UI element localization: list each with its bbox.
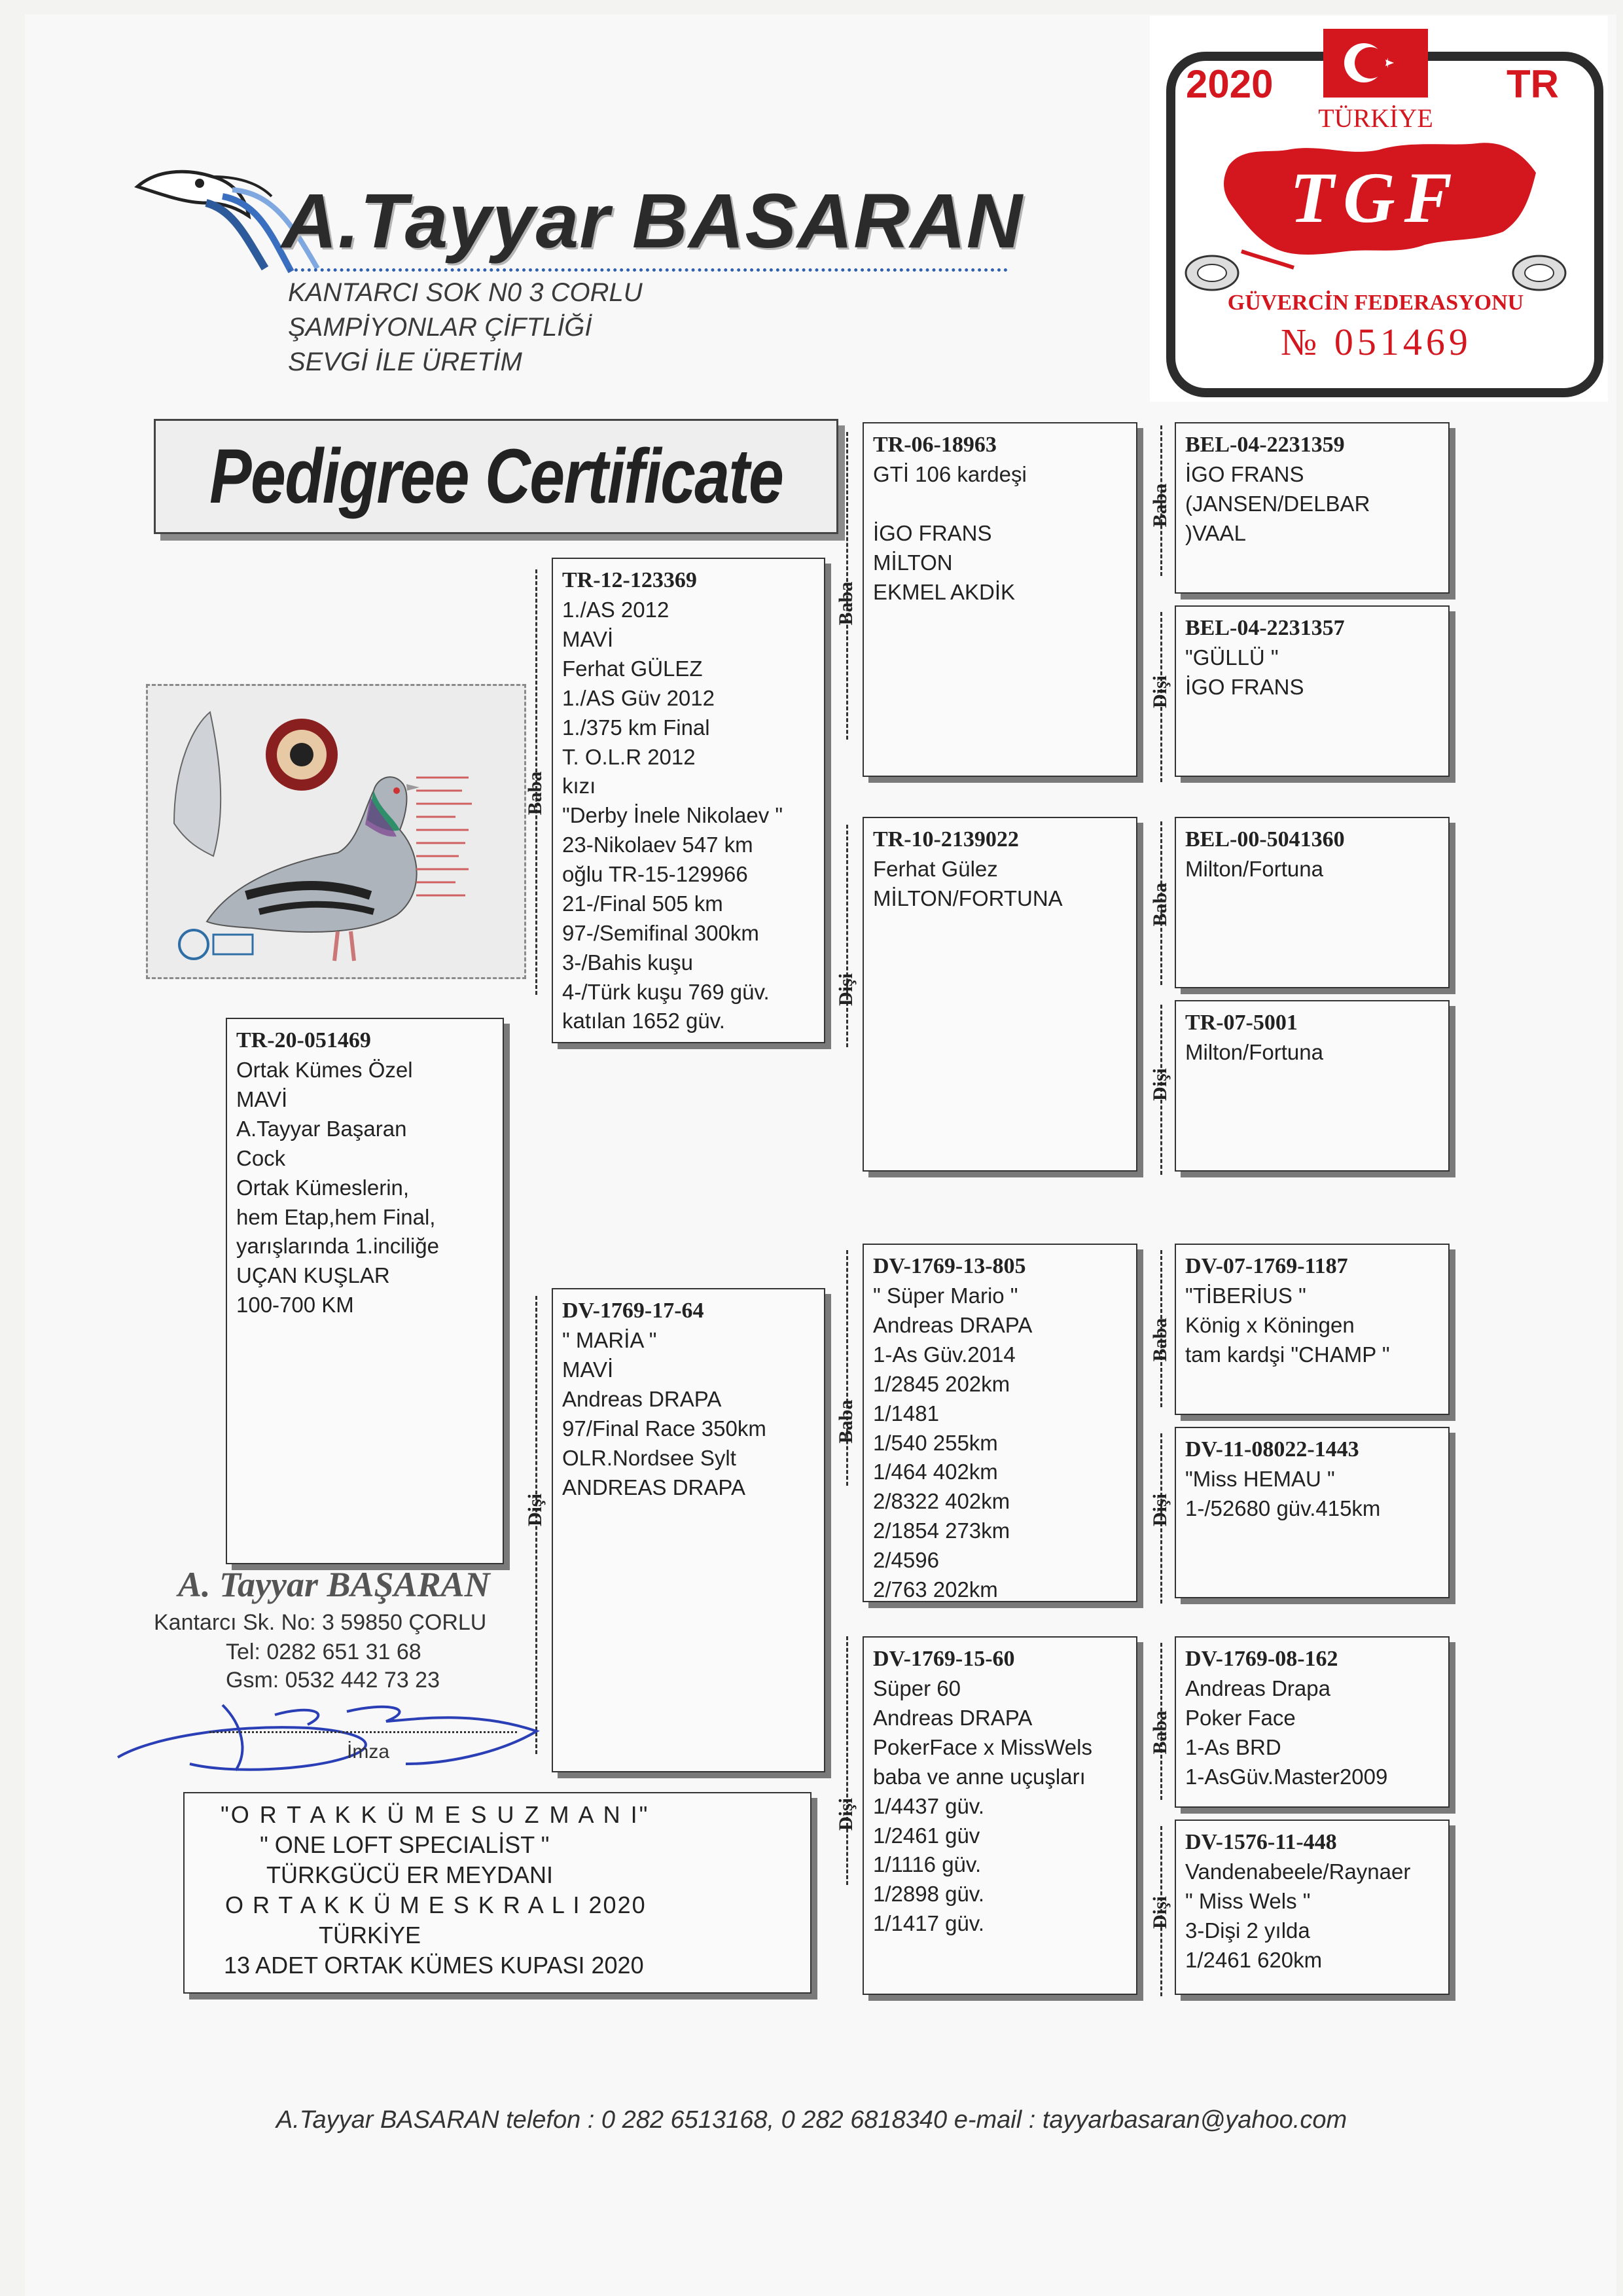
ancestor-line: "TİBERİUS " — [1185, 1283, 1306, 1308]
pigeon-line: 100-700 KM — [236, 1293, 354, 1318]
pigeon-ring-icon — [1183, 248, 1241, 294]
address-line-3: SEVGİ İLE ÜRETİM — [288, 348, 522, 376]
pigeon-ring: TR-20-051469 — [236, 1028, 371, 1052]
pigeon-line: Cock — [236, 1145, 286, 1170]
address-line-1: KANTARCI SOK N0 3 CORLU — [288, 278, 643, 307]
ancestor-line — [873, 490, 1136, 519]
sire-sire-label: Baba — [835, 581, 857, 626]
ancestor-line: 1/1417 güv. — [873, 1911, 985, 1936]
federation-stamp — [1150, 16, 1608, 402]
ancestor-ring: DV-1576-11-448 — [1185, 1830, 1337, 1854]
stamp-number-prefix: № — [1281, 321, 1321, 363]
ancestor-box — [1175, 1244, 1450, 1415]
signature-name: A. Tayyar BAŞARAN — [178, 1565, 490, 1604]
ancestor-line: 2/4596 — [873, 1548, 939, 1573]
sire-dam-label: Dişi — [835, 973, 857, 1007]
pigeon-line: Ortak Kümes Özel — [236, 1058, 413, 1083]
sire-ring: TR-12-123369 — [562, 568, 697, 592]
pigeon-photo — [146, 684, 526, 979]
ancestor-ring: TR-10-2139022 — [873, 827, 1019, 852]
signature-label: İmza — [347, 1741, 390, 1763]
signature-gsm: Gsm: 0532 442 73 23 — [226, 1668, 440, 1693]
dam-line: Andreas DRAPA — [562, 1386, 722, 1411]
ancestor-line: Vandenabeele/Raynaer — [1185, 1859, 1411, 1884]
ancestor-ring: DV-07-1769-1187 — [1185, 1254, 1348, 1278]
ancestor-box — [1175, 1427, 1450, 1598]
ancestor-line: (JANSEN/DELBAR — [1185, 492, 1370, 516]
specialist-line: TÜRKGÜCÜ ER MEYDANI — [266, 1861, 554, 1888]
dam-line: OLR.Nordsee Sylt — [562, 1445, 736, 1470]
ancestor-line: 1/464 402km — [873, 1460, 998, 1484]
pigeon-illustration-icon — [148, 686, 524, 977]
ancestor-line: König x Köningen — [1185, 1313, 1355, 1338]
ancestor-ring: DV-11-08022-1443 — [1185, 1437, 1359, 1462]
pigeon-line: UÇAN KUŞLAR — [236, 1263, 390, 1288]
ancestor-box — [1175, 1636, 1450, 1808]
ancestor-line: İGO FRANS — [1185, 462, 1304, 487]
specialist-box — [183, 1792, 812, 1994]
sire-line: 1./375 km Final — [562, 715, 710, 740]
ancestor-line: İGO FRANS — [1185, 675, 1304, 700]
dam-line: ANDREAS DRAPA — [562, 1475, 745, 1499]
ancestor-line: 3-Dişi 2 yılda — [1185, 1918, 1310, 1943]
ancestor-line: "GÜLLÜ " — [1185, 645, 1279, 670]
sire-line: Ferhat GÜLEZ — [562, 656, 703, 681]
ancestor-line: 2/763 202km — [873, 1577, 998, 1602]
specialist-line: "O R T A K K Ü M E S U Z M A N I" — [221, 1801, 650, 1828]
ancestor-line: tam kardşi "CHAMP " — [1185, 1342, 1390, 1367]
pedigree-title — [154, 419, 838, 534]
gen4-label: Baba — [1149, 1318, 1171, 1362]
ancestor-line: 1-AsGüv.Master2009 — [1185, 1764, 1388, 1789]
brand-underline — [288, 268, 1008, 272]
handwritten-signature — [111, 1666, 569, 1784]
ancestor-ring: DV-1769-13-805 — [873, 1254, 1026, 1278]
sire-line: 1./AS Güv 2012 — [562, 685, 715, 710]
ancestor-line: 2/1854 273km — [873, 1518, 1010, 1543]
stamp-logo-text: TGF — [1290, 158, 1461, 238]
pigeon-line: hem Etap,hem Final, — [236, 1204, 436, 1229]
gen4-label: Baba — [1149, 882, 1171, 927]
dam-dam-connector — [846, 1636, 848, 1885]
sire-line: "Derby İnele Nikolaev " — [562, 803, 783, 828]
ancestor-line: Poker Face — [1185, 1706, 1296, 1731]
specialist-line: 13 ADET ORTAK KÜMES KUPASI 2020 — [224, 1952, 644, 1979]
ancestor-line: Andreas Drapa — [1185, 1676, 1330, 1701]
dam-line: 97/Final Race 350km — [562, 1416, 766, 1441]
ancestor-box — [1175, 1000, 1450, 1172]
dam-line: MAVİ — [562, 1357, 614, 1382]
pigeon-box — [226, 1018, 504, 1564]
turkish-flag-icon — [1323, 29, 1428, 98]
dam-ring: DV-1769-17-64 — [562, 1299, 704, 1323]
address-line-2: ŞAMPİYONLAR ÇİFTLİĞİ — [288, 313, 592, 342]
specialist-line: TÜRKİYE — [319, 1922, 421, 1948]
dam-box — [552, 1288, 825, 1772]
sire-label: Baba — [524, 771, 546, 816]
dam-sire-connector — [846, 1250, 848, 1486]
pedigree-title-text: Pedigree Certificate — [209, 433, 783, 520]
sire-line: katılan 1652 güv. — [562, 1009, 725, 1033]
dam-sire-label: Baba — [835, 1399, 857, 1444]
gen4-label: Dişi — [1149, 1494, 1171, 1527]
ancestor-line: 1/2898 güv. — [873, 1882, 985, 1907]
ancestor-line: MİLTON/FORTUNA — [873, 886, 1063, 911]
ancestor-line: 1/540 255km — [873, 1430, 998, 1455]
sire-line: kızı — [562, 774, 596, 798]
signature-tel: Tel: 0282 651 31 68 — [226, 1640, 421, 1664]
ancestor-ring: TR-07-5001 — [1185, 1011, 1298, 1035]
brand-name: A.Tayyar BASARAN — [281, 178, 1023, 264]
dam-line: " MARİA " — [562, 1328, 657, 1353]
sire-line: 4-/Türk kuşu 769 güv. — [562, 979, 770, 1004]
ancestor-line: Milton/Fortuna — [1185, 857, 1323, 882]
ancestor-box — [1175, 1820, 1450, 1995]
gen4-label: Baba — [1149, 483, 1171, 528]
ancestor-ring: TR-06-18963 — [873, 433, 997, 457]
ancestor-line: Ferhat Gülez — [873, 857, 998, 882]
stamp-number-value: 051469 — [1334, 321, 1472, 363]
ancestor-ring: BEL-04-2231359 — [1185, 433, 1345, 457]
ancestor-line: " Miss Wels " — [1185, 1889, 1311, 1914]
ancestor-line: PokerFace x MissWels — [873, 1734, 1092, 1759]
ancestor-ring: BEL-04-2231357 — [1185, 616, 1345, 640]
ancestor-box — [863, 422, 1137, 777]
ancestor-ring: DV-1769-08-162 — [1185, 1647, 1338, 1671]
ancestor-box — [1175, 422, 1450, 594]
stamp-number — [1281, 320, 1472, 364]
ancestor-line: "Miss HEMAU " — [1185, 1467, 1335, 1492]
ancestor-ring: BEL-00-5041360 — [1185, 827, 1345, 852]
pigeon-line: MAVİ — [236, 1087, 288, 1112]
gen4-label: Baba — [1149, 1710, 1171, 1755]
pigeon-line: A.Tayyar Başaran — [236, 1116, 407, 1141]
ancestor-line: 1/1116 güv. — [873, 1852, 982, 1877]
ancestor-line: Andreas DRAPA — [873, 1706, 1033, 1731]
ancestor-line: " Süper Mario " — [873, 1283, 1018, 1308]
ancestor-line: )VAAL — [1185, 520, 1246, 545]
gen4-label: Dişi — [1149, 1896, 1171, 1929]
signature-address: Kantarcı Sk. No: 3 59850 ÇORLU — [154, 1610, 487, 1635]
ancestor-line: GTİ 106 kardeşi — [873, 462, 1027, 487]
stamp-country-code: TR — [1507, 62, 1559, 106]
ancestor-box — [1175, 817, 1450, 988]
ancestor-line: 1-As Güv.2014 — [873, 1342, 1016, 1367]
ancestor-line: Süper 60 — [873, 1676, 961, 1701]
ancestor-line: baba ve anne uçuşları — [873, 1764, 1086, 1789]
pigeon-ring-icon — [1510, 248, 1569, 294]
sire-line: 1./AS 2012 — [562, 598, 669, 622]
stamp-year: 2020 — [1186, 62, 1274, 106]
pigeon-line: Ortak Kümeslerin, — [236, 1175, 410, 1200]
dam-dam-label: Dişi — [835, 1798, 857, 1831]
sire-line: 23-Nikolaev 547 km — [562, 833, 753, 857]
specialist-line: O R T A K K Ü M E S K R A L I 2020 — [225, 1892, 647, 1918]
ancestor-line: 1/4437 güv. — [873, 1793, 985, 1818]
ancestor-line: 1/2461 620km — [1185, 1947, 1323, 1972]
ancestor-line: Andreas DRAPA — [873, 1313, 1033, 1338]
ancestor-line: İGO FRANS — [873, 520, 992, 545]
ancestor-line: MİLTON — [873, 550, 953, 575]
sire-line: 3-/Bahis kuşu — [562, 950, 693, 975]
ancestor-line: 1/2461 güv — [873, 1823, 980, 1848]
sire-box — [552, 558, 825, 1043]
ancestor-ring: DV-1769-15-60 — [873, 1647, 1015, 1671]
signature-line — [209, 1731, 517, 1733]
ancestor-box — [1175, 605, 1450, 777]
sire-line: 21-/Final 505 km — [562, 891, 723, 916]
sire-line: 97-/Semifinal 300km — [562, 920, 759, 945]
stamp-country: TÜRKİYE — [1318, 103, 1433, 133]
gen4-label: Dişi — [1149, 675, 1171, 709]
ancestor-line: EKMEL AKDİK — [873, 579, 1016, 604]
ancestor-line: 1/1481 — [873, 1401, 939, 1426]
ancestor-line: Milton/Fortuna — [1185, 1040, 1323, 1065]
ancestor-line: 1-As BRD — [1185, 1734, 1281, 1759]
ancestor-line: 2/8322 402km — [873, 1489, 1010, 1514]
ancestor-line: 1/2845 202km — [873, 1371, 1010, 1396]
stamp-federation: GÜVERCİN FEDERASYONU — [1227, 291, 1524, 315]
footer-contact: A.Tayyar BASARAN telefon : 0 282 6513168, 0 282 6818340 e-mail : tayyarbasaran@yahoo.com — [276, 2106, 1347, 2134]
sire-line: MAVİ — [562, 627, 614, 652]
gen4-label: Dişi — [1149, 1068, 1171, 1102]
ancestor-box — [863, 817, 1137, 1172]
dam-label: Dişi — [524, 1494, 546, 1527]
sire-line: oğlu TR-15-129966 — [562, 862, 748, 887]
pigeon-line: yarışlarında 1.inciliğe — [236, 1234, 439, 1259]
ancestor-box — [863, 1636, 1137, 1995]
ancestor-box — [863, 1244, 1137, 1602]
sire-line: T. O.L.R 2012 — [562, 744, 696, 769]
specialist-line: " ONE LOFT SPECIALİST " — [260, 1831, 550, 1858]
ancestor-line: 1-/52680 güv.415km — [1185, 1496, 1381, 1521]
